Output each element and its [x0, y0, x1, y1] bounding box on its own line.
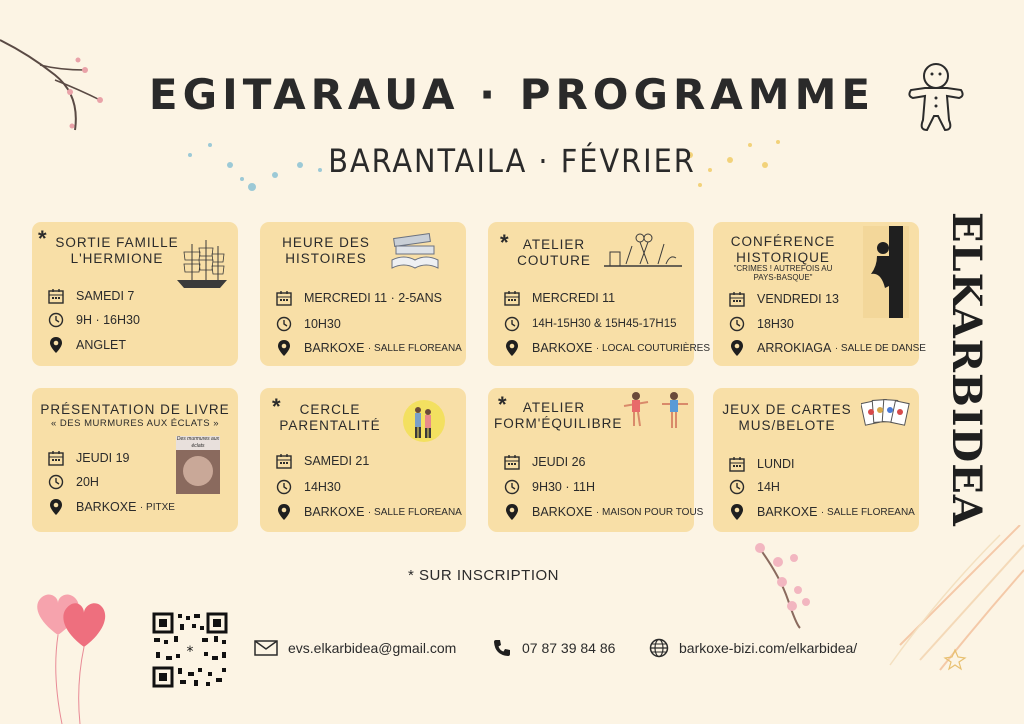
event-title: ATELIER COUTURE	[517, 237, 591, 268]
website-text: barkoxe-bizi.com/elkarbidea/	[679, 640, 858, 656]
swirl-decoration	[880, 525, 1024, 675]
event-card	[488, 388, 704, 532]
clock-icon	[274, 315, 294, 333]
event-time: 14H30	[304, 480, 341, 494]
registration-star: *	[38, 226, 47, 251]
registration-note: * SUR INSCRIPTION	[408, 567, 560, 584]
location-pin-icon	[46, 336, 66, 354]
event-place-row	[46, 336, 130, 354]
location-pin-icon	[502, 339, 522, 357]
cherry-blossom-decoration	[752, 540, 822, 632]
event-date-row	[274, 452, 369, 470]
event-date-row	[727, 290, 839, 308]
event-card	[260, 222, 466, 366]
event-time: 14H	[757, 480, 780, 494]
phone-text: 07 87 39 84 86	[522, 640, 616, 656]
heart-balloons-decoration	[28, 585, 118, 724]
event-place-detail: · MAISON POUR TOUS	[595, 506, 704, 518]
qr-code[interactable]	[152, 612, 228, 688]
event-place-detail: · SALLE FLOREANA	[367, 506, 462, 518]
event-card	[713, 222, 926, 366]
event-place: ARROKIAGA	[757, 341, 832, 355]
calendar-icon	[46, 449, 66, 467]
event-time-row	[502, 315, 676, 333]
event-time: 18H30	[757, 317, 794, 331]
books-icon	[390, 230, 440, 272]
brand-name: ELKARBIDEA	[943, 212, 990, 527]
parents-illustration-icon	[400, 398, 446, 444]
location-pin-icon	[727, 503, 747, 521]
event-time-row	[46, 311, 140, 329]
clock-icon	[727, 315, 747, 333]
event-date-row	[502, 453, 586, 471]
event-place-row	[502, 503, 703, 521]
event-time-row	[727, 478, 780, 496]
event-date: LUNDI	[757, 457, 795, 471]
event-date: JEUDI 19	[76, 451, 130, 465]
event-date-row	[274, 289, 442, 307]
event-place: BARKOXE	[532, 341, 593, 355]
event-place: BARKOXE	[532, 505, 593, 519]
event-card	[488, 222, 711, 366]
event-place-row	[727, 339, 926, 357]
page-subtitle: BARANTAILA · FÉVRIER	[328, 142, 696, 180]
event-date-row	[46, 449, 130, 467]
event-place-row	[727, 503, 915, 521]
event-place: BARKOXE	[757, 505, 818, 519]
registration-star: *	[498, 392, 507, 417]
event-place: ANGLET	[76, 338, 127, 352]
event-place-detail: · LOCAL COUTURIÈRES	[595, 342, 711, 354]
event-time: 9H · 16H30	[76, 313, 140, 327]
event-place-detail: · SALLE FLOREANA	[367, 342, 462, 354]
calendar-icon	[502, 453, 522, 471]
event-date-row	[46, 287, 134, 305]
event-card	[260, 388, 466, 532]
event-place-detail: · SALLE FLOREANA	[820, 506, 915, 518]
email-contact[interactable]	[254, 640, 456, 656]
event-place: BARKOXE	[304, 505, 365, 519]
calendar-icon	[274, 452, 294, 470]
event-title: CERCLE PARENTALITÉ	[279, 402, 381, 433]
registration-star: *	[272, 394, 281, 419]
event-date-row	[502, 289, 615, 307]
clock-icon	[46, 311, 66, 329]
clock-icon	[727, 478, 747, 496]
email-text: evs.elkarbidea@gmail.com	[288, 640, 457, 656]
event-place-detail: · SALLE DE DANSE	[834, 342, 926, 354]
book-cover-title: Des murmures aux éclats	[176, 436, 220, 449]
event-time: 20H	[76, 475, 99, 489]
event-time: 14H-15H30 & 15H45-17H15	[532, 318, 677, 330]
event-place-row	[274, 503, 462, 521]
clock-icon	[274, 478, 294, 496]
globe-icon	[649, 638, 669, 658]
event-place-row	[46, 498, 175, 516]
event-time-row	[502, 478, 595, 496]
location-pin-icon	[502, 503, 522, 521]
calendar-icon	[502, 289, 522, 307]
event-place-row	[502, 339, 710, 357]
silhouette-door-icon	[863, 226, 909, 318]
event-card	[713, 388, 919, 532]
event-date: SAMEDI 21	[304, 454, 370, 468]
clock-icon	[46, 473, 66, 491]
event-card	[32, 222, 238, 366]
event-time-row	[727, 315, 794, 333]
event-place-detail: · PITXE	[139, 501, 175, 513]
event-title: CONFÉRENCE HISTORIQUE	[730, 234, 836, 265]
event-title: SORTIE FAMILLE L'HERMIONE	[55, 235, 179, 266]
event-time-row	[274, 478, 341, 496]
playing-cards-icon	[861, 396, 911, 434]
registration-star: *	[500, 230, 509, 255]
event-title: JEUX DE CARTES MUS/BELOTE	[722, 402, 852, 433]
event-subtitle: "CRIMES ! AUTREFOIS AU PAYS-BASQUE"	[733, 264, 833, 282]
event-date: SAMEDI 7	[76, 289, 135, 303]
svg-text:*: *	[186, 644, 194, 660]
location-pin-icon	[274, 503, 294, 521]
event-date: VENDREDI 13	[757, 292, 839, 306]
phone-contact[interactable]	[492, 638, 615, 658]
phone-icon	[492, 638, 512, 658]
event-title: HEURE DES HISTOIRES	[282, 235, 370, 266]
event-place: BARKOXE	[304, 341, 365, 355]
calendar-icon	[274, 289, 294, 307]
sewing-tools-icon	[602, 232, 684, 270]
event-date: JEUDI 26	[532, 455, 586, 469]
balance-kids-icon	[622, 390, 690, 434]
event-time: 9H30 · 11H	[532, 480, 595, 494]
calendar-icon	[727, 290, 747, 308]
calendar-icon	[46, 287, 66, 305]
envelope-icon	[254, 640, 278, 656]
event-place-row	[274, 339, 462, 357]
location-pin-icon	[727, 339, 747, 357]
event-date-row	[727, 455, 795, 473]
clock-icon	[502, 478, 522, 496]
event-subtitle: « DES MURMURES AUX ÉCLATS »	[50, 418, 219, 429]
event-place: BARKOXE	[76, 500, 137, 514]
event-time-row	[46, 473, 99, 491]
website-contact[interactable]	[649, 638, 857, 658]
event-title: ATELIER FORM'ÉQUILIBRE	[494, 400, 623, 431]
event-date: MERCREDI 11	[532, 291, 616, 305]
clock-icon	[502, 315, 522, 333]
event-date: MERCREDI 11 · 2-5ANS	[304, 291, 442, 305]
location-pin-icon	[274, 339, 294, 357]
location-pin-icon	[46, 498, 66, 516]
event-time-row	[274, 315, 341, 333]
event-card	[32, 388, 238, 532]
event-time: 10H30	[304, 317, 341, 331]
event-title: PRÉSENTATION DE LIVRE	[40, 402, 230, 417]
book-cover-image	[176, 436, 220, 494]
page-title: EGITARAUA · PROGRAMME	[148, 70, 876, 119]
calendar-icon	[727, 455, 747, 473]
ship-icon	[172, 238, 232, 292]
